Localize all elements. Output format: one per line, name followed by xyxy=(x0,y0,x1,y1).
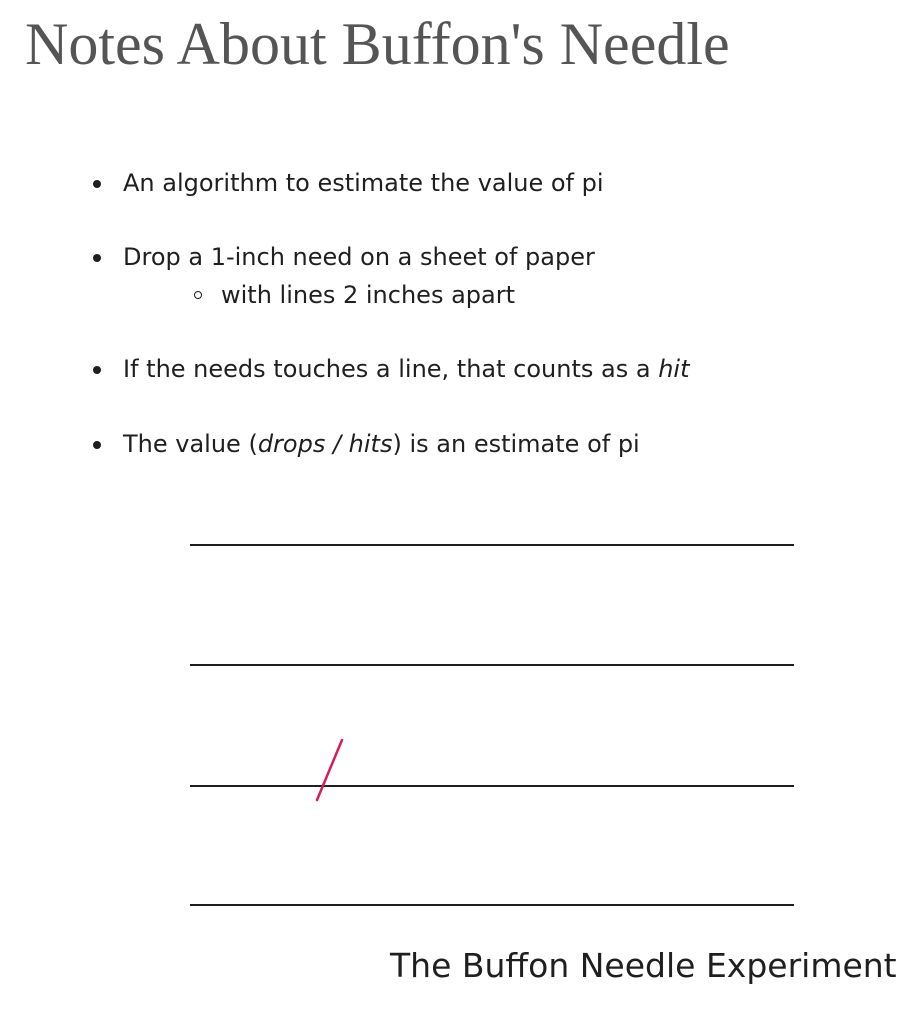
page-title: Notes About Buffon's Needle xyxy=(25,11,730,77)
list-item-text: ) is an estimate of pi xyxy=(392,430,640,458)
list-item-text: An algorithm to estimate the value of pi xyxy=(123,169,604,197)
list-item-emphasis: drops / hits xyxy=(257,430,393,458)
sub-list-item-text: with lines 2 inches apart xyxy=(221,281,515,309)
list-item-emphasis: hit xyxy=(658,355,690,383)
list-item-text: If the needs touches a line, that counts as a xyxy=(123,355,659,383)
list-item-text: The value ( xyxy=(123,430,258,458)
needle xyxy=(317,740,342,800)
list-item-text: Drop a 1-inch need on a sheet of paper xyxy=(123,243,595,271)
diagram-caption: The Buffon Needle Experiment xyxy=(390,946,897,985)
